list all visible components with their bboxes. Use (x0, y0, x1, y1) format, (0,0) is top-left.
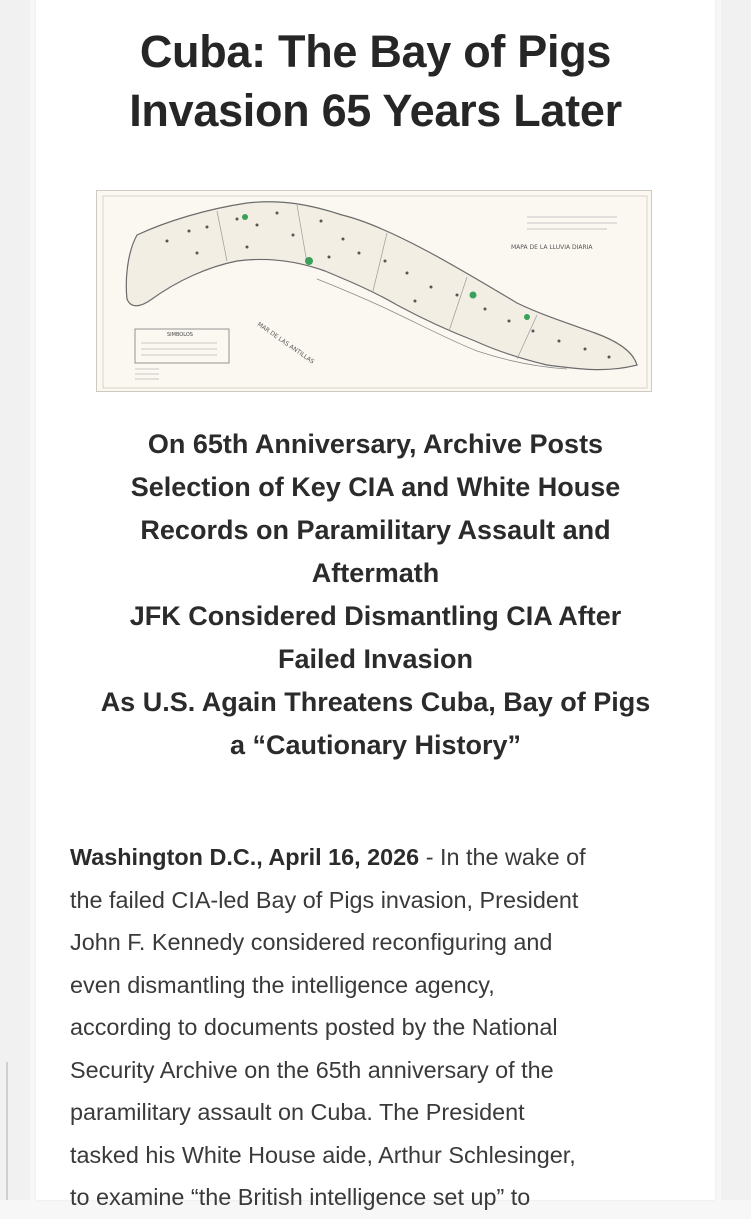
map-legend-title: SIMBOLOS (167, 332, 193, 338)
subhead-line: JFK Considered Dismantling CIA After (129, 601, 622, 631)
article-title (36, 22, 715, 140)
cuba-map-image (96, 190, 652, 392)
title-line-1: Cuba: The Bay of Pigs (139, 26, 612, 77)
left-margin (0, 0, 30, 1200)
body-line: paramilitary assault on Cuba. The President (70, 1099, 525, 1125)
article-body (70, 836, 690, 1219)
body-line: John F. Kennedy considered reconfiguring and (70, 929, 553, 955)
body-line: tasked his White House aide, Arthur Schlesinger, (70, 1141, 576, 1168)
body-line: Security Archive on the 65th anniversary of the (70, 1056, 554, 1083)
subhead-line: Failed Invasion (277, 644, 474, 674)
cuba-map-drawing (97, 191, 653, 393)
body-line: even dismantling the intelligence agency, (70, 971, 495, 998)
body-line (70, 836, 690, 879)
subhead-line: Records on Paramilitary Assault and (140, 515, 611, 545)
subhead-line: a “Cautionary History” (229, 730, 522, 760)
subhead-line: Aftermath (311, 558, 440, 588)
article-page (36, 0, 715, 1210)
map-sea-label: MAR DE LAS ANTILLAS (255, 320, 316, 366)
dateline: Washington D.C., April 16, 2026 (70, 844, 420, 870)
subhead-line: Selection of Key CIA and White House (130, 472, 621, 502)
map-caption: MAPA DE LA LLUVIA DIARIA (511, 244, 593, 251)
body-line-text: - In the wake of (419, 844, 586, 870)
body-line: the failed CIA-led Bay of Pigs invasion, President (70, 886, 579, 913)
subhead-line: As U.S. Again Threatens Cuba, Bay of Pigs (100, 687, 651, 717)
title-line-2: Invasion 65 Years Later (129, 85, 622, 136)
scroll-indicator[interactable] (6, 1062, 8, 1200)
right-margin (721, 0, 751, 1200)
body-line: according to documents posted by the National (70, 1014, 558, 1040)
body-line: to examine “the British intelligence set up” to (70, 1184, 531, 1210)
subhead-line: On 65th Anniversary, Archive Posts (147, 429, 604, 459)
article-subheadings (36, 423, 715, 767)
